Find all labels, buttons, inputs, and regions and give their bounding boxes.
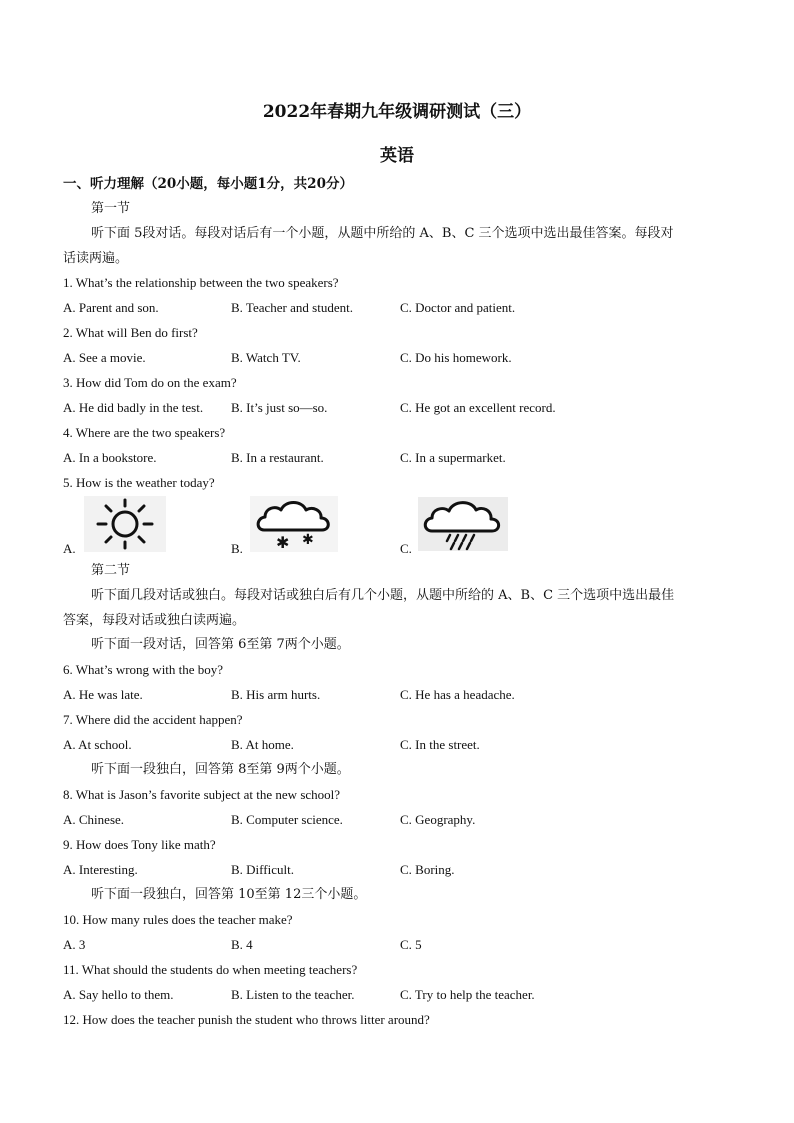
q4-option-c: C. In a supermarket. [400,450,506,465]
group1-instructions: 听下面一段对话，回答第 6至第 7两个小题。 [91,637,350,652]
q2-option-c: C. Do his homework. [400,350,512,365]
q2-option-b: B. Watch TV. [231,350,301,365]
q6-option-b: B. His arm hurts. [231,687,321,702]
q7-option-b: B. At home. [231,737,294,752]
sun-icon [84,496,166,552]
q10-option-b: B. 4 [231,937,253,952]
section1-instructions: 听下面 5段对话。每段对话后有一个小题，从题中所给的 A、B、C 三个选项中选出最佳答案。每段对 [91,226,674,241]
q11-option-b: B. Listen to the teacher. [231,987,355,1002]
q6-option-a: A. He was late. [63,687,143,702]
question-6: 6. What’s wrong with the boy? [63,662,224,677]
question-10: 10. How many rules does the teacher make? [63,912,293,927]
group3-instructions: 听下面一段独白，回答第 10至第 12三个小题。 [91,887,367,902]
question-12: 12. How does the teacher punish the student who throws litter around? [63,1012,430,1027]
q9-option-a: A. Interesting. [63,862,138,877]
q1-option-b: B. Teacher and student. [231,300,353,315]
q8-option-b: B. Computer science. [231,812,343,827]
q2-option-a: A. See a movie. [63,350,146,365]
q11-option-a: A. Say hello to them. [63,987,174,1002]
q9-option-c: C. Boring. [400,862,455,877]
q3-option-a: A. He did badly in the test. [63,400,204,415]
q5-option-a: A. [63,541,76,556]
q7-option-c: C. In the street. [400,737,480,752]
q4-option-b: B. In a restaurant. [231,450,324,465]
rain-cloud-icon [418,497,508,551]
q3-option-c: C. He got an excellent record. [400,400,556,415]
q1-option-c: C. Doctor and patient. [400,300,516,315]
question-1: 1. What’s the relationship between the two speakers? [63,275,339,290]
part1-heading: 一、听力理解（20小题，每小题1分，共20分） [63,176,353,192]
question-2: 2. What will Ben do first? [63,325,198,340]
q11-option-c: C. Try to help the teacher. [400,987,535,1002]
q8-option-a: A. Chinese. [63,812,125,827]
subject-title: 英语 [380,146,414,166]
q10-option-a: A. 3 [63,937,86,952]
question-11: 11. What should the students do when meeting teachers? [63,962,358,977]
question-9: 9. How does Tony like math? [63,837,216,852]
section2-label: 第二节 [91,563,131,578]
snow-cloud-icon [250,496,338,552]
section2-instructions-cont: 答案，每段对话或独白读两遍。 [63,613,246,628]
group2-instructions: 听下面一段独白，回答第 8至第 9两个小题。 [91,762,350,777]
q1-option-a: A. Parent and son. [63,300,159,315]
exam-title: 2022年春期九年级调研测试（三） [262,102,532,122]
section2-instructions: 听下面几段对话或独白。每段对话或独白后有几个小题，从题中所给的 A、B、C 三个选项中选出最佳 [91,588,675,603]
q10-option-c: C. 5 [400,937,422,952]
q9-option-b: B. Difficult. [231,862,294,877]
q5-option-c: C. [400,541,412,556]
question-8: 8. What is Jason’s favorite subject at the new school? [63,787,341,802]
q7-option-a: A. At school. [63,737,132,752]
q5-option-b: B. [231,541,243,556]
q8-option-c: C. Geography. [400,812,476,827]
svg-text:✱: ✱ [276,533,290,552]
section1-instructions-cont: 话读两遍。 [63,251,129,266]
svg-text:✱: ✱ [302,532,314,548]
q3-option-b: B. It’s just so—so. [231,400,328,415]
question-3: 3. How did Tom do on the exam? [63,375,237,390]
question-5: 5. How is the weather today? [63,475,215,490]
question-4: 4. Where are the two speakers? [63,425,226,440]
section1-label: 第一节 [91,201,131,216]
question-7: 7. Where did the accident happen? [63,712,243,727]
q4-option-a: A. In a bookstore. [63,450,157,465]
q6-option-c: C. He has a headache. [400,687,515,702]
